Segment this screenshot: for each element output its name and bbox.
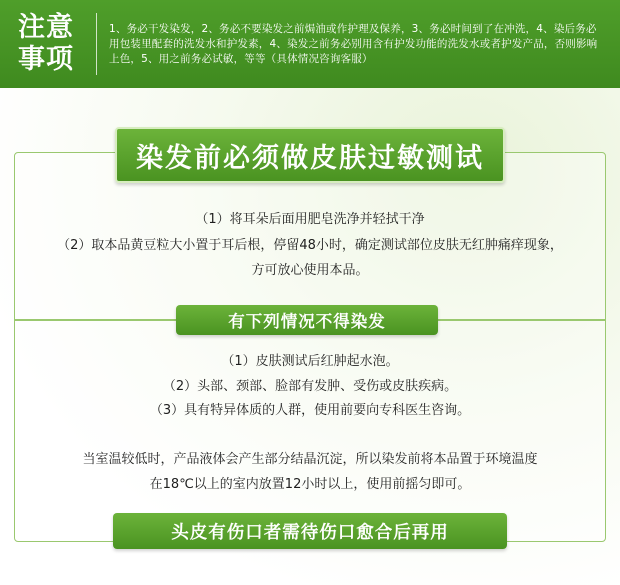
wound-warning-heading: 头皮有伤口者需待伤口愈合后再用 [113,513,507,549]
allergy-step-2: （2）取本品黄豆粒大小置于耳后根，停留48小时，确定测试部位皮肤无红肿痛痒现象， [57,238,563,253]
temperature-note-line-2: 在18℃以上的室内放置12小时以上，使用前摇匀即可。 [149,477,471,492]
allergy-step-2-cont: 方可放心使用本品。 [251,263,369,278]
restriction-item-3: （3）具有特异体质的人群，使用前要向专科医生咨询。 [149,403,471,418]
notice-title-line2: 事项 [18,44,74,75]
restrictions-heading: 有下列情况不得染发 [176,305,438,335]
restriction-item-1: （1）皮肤测试后红肿起水泡。 [221,354,399,369]
allergy-test-heading: 染发前必须做皮肤过敏测试 [115,127,505,183]
notice-text: 1、务必干发染发，2、务必不要染发之前焗油或作护理及保养，3、务必时间到了在冲洗，4、染后务必用包装里配套的洗发水和护发素，4、染发之前务必别用含有护发功能的洗发水或者护发产品，否则影响上色，5、用之前务必试敏，等等（具体情况咨询客服） [109,22,598,65]
notice-title-line1: 注意 [18,12,74,43]
temperature-note-line-1: 当室温较低时，产品液体会产生部分结晶沉淀，所以染发前将本品置于环境温度 [82,452,538,467]
restriction-item-2: （2）头部、颈部、脸部有发肿、受伤或皮肤疾病。 [162,379,458,394]
banner-divider [96,13,97,75]
notice-title [0,12,96,76]
notice-banner [0,0,620,88]
allergy-step-1: （1）将耳朵后面用肥皂洗净并轻拭干净 [195,212,425,227]
